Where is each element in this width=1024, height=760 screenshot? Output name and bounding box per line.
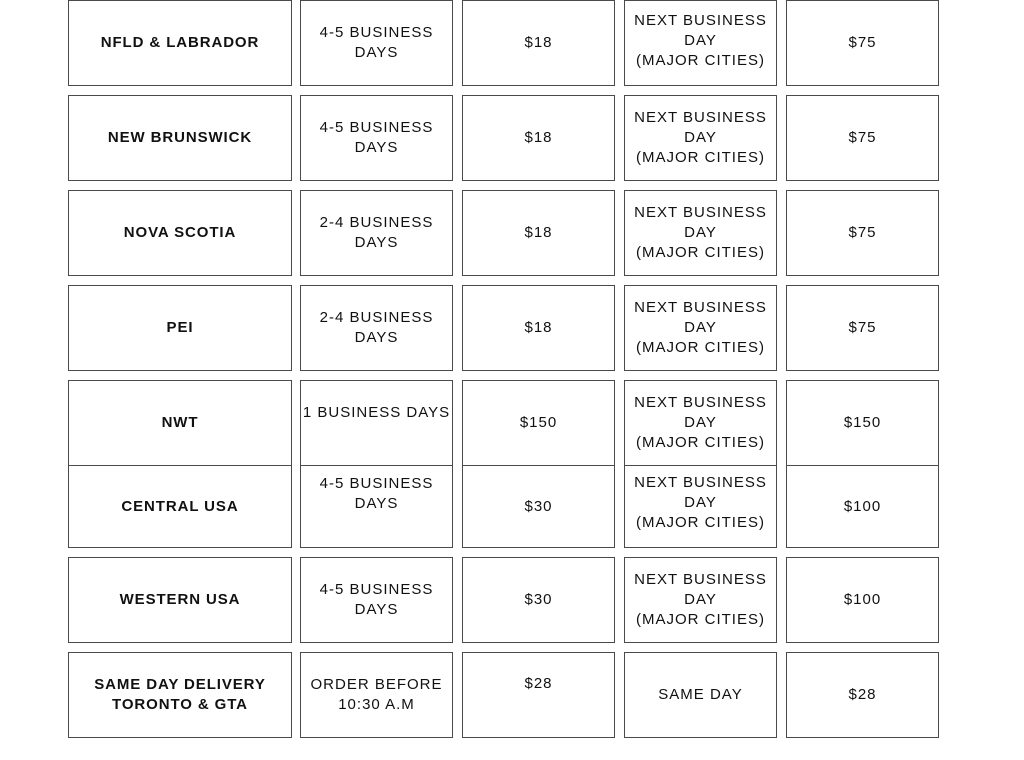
standard-price-cell: $28 (462, 652, 615, 738)
standard-price-cell: $18 (462, 190, 615, 276)
region-cell: NEW BRUNSWICK (68, 95, 292, 181)
standard-price-cell: $18 (462, 95, 615, 181)
standard-price-cell: $30 (462, 557, 615, 643)
express-price-cell: $75 (786, 0, 939, 86)
standard-delivery-time-cell: 4-5 BUSINESS DAYS (300, 95, 453, 181)
express-price-cell: $150 (786, 380, 939, 466)
express-delivery-time-cell: NEXT BUSINESS DAY (MAJOR CITIES) (624, 465, 777, 548)
express-delivery-time-cell: NEXT BUSINESS DAY (MAJOR CITIES) (624, 380, 777, 466)
standard-delivery-time-cell: ORDER BEFORE 10:30 A.M (300, 652, 453, 738)
region-cell: NOVA SCOTIA (68, 190, 292, 276)
express-price-cell: $75 (786, 190, 939, 276)
express-price-cell: $100 (786, 557, 939, 643)
standard-price-cell: $18 (462, 285, 615, 371)
standard-delivery-time-cell: 1 BUSINESS DAYS (300, 380, 453, 466)
region-cell: SAME DAY DELIVERY TORONTO & GTA (68, 652, 292, 738)
express-price-cell: $75 (786, 95, 939, 181)
express-delivery-time-cell: SAME DAY (624, 652, 777, 738)
standard-delivery-time-cell: 2-4 BUSINESS DAYS (300, 190, 453, 276)
region-cell: NFLD & LABRADOR (68, 0, 292, 86)
standard-price-cell: $30 (462, 465, 615, 548)
standard-delivery-time-cell: 4-5 BUSINESS DAYS (300, 465, 453, 548)
express-delivery-time-cell: NEXT BUSINESS DAY (MAJOR CITIES) (624, 190, 777, 276)
region-cell: CENTRAL USA (68, 465, 292, 548)
region-cell: WESTERN USA (68, 557, 292, 643)
standard-price-cell: $18 (462, 0, 615, 86)
express-delivery-time-cell: NEXT BUSINESS DAY (MAJOR CITIES) (624, 285, 777, 371)
express-delivery-time-cell: NEXT BUSINESS DAY (MAJOR CITIES) (624, 557, 777, 643)
standard-delivery-time-cell: 2-4 BUSINESS DAYS (300, 285, 453, 371)
express-delivery-time-cell: NEXT BUSINESS DAY (MAJOR CITIES) (624, 95, 777, 181)
standard-delivery-time-cell: 4-5 BUSINESS DAYS (300, 0, 453, 86)
region-cell: NWT (68, 380, 292, 466)
region-cell: PEI (68, 285, 292, 371)
express-delivery-time-cell: NEXT BUSINESS DAY (MAJOR CITIES) (624, 0, 777, 86)
standard-price-cell: $150 (462, 380, 615, 466)
express-price-cell: $28 (786, 652, 939, 738)
standard-delivery-time-cell: 4-5 BUSINESS DAYS (300, 557, 453, 643)
express-price-cell: $100 (786, 465, 939, 548)
express-price-cell: $75 (786, 285, 939, 371)
